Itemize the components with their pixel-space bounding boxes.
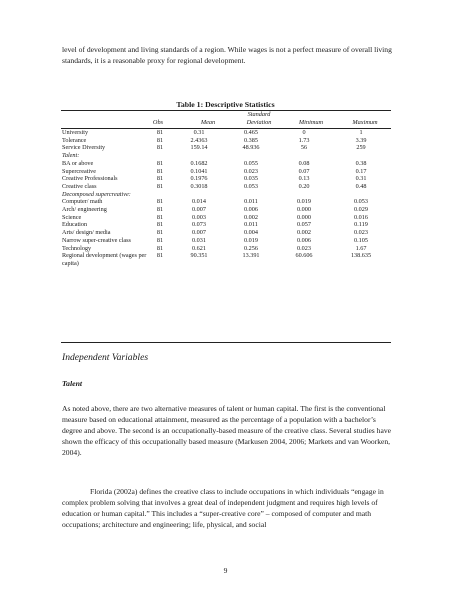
cell-obs: 81 <box>156 213 164 221</box>
cell-label: Creative Professionals <box>62 175 118 183</box>
table-row <box>61 183 391 191</box>
cell-max <box>331 152 391 160</box>
table-row <box>61 191 391 199</box>
cell-min <box>277 152 331 160</box>
cell-min: 0 <box>302 129 306 136</box>
cell-mean: 0.031 <box>192 236 206 244</box>
cell-mean: 0.1976 <box>190 175 208 183</box>
cell-mean: 0.31 <box>193 129 205 136</box>
cell-min: 0.13 <box>298 175 310 183</box>
cell-max: 3.39 <box>355 136 367 144</box>
cell-obs: 81 <box>156 236 164 244</box>
cell-label: Science <box>62 213 82 221</box>
cell-sd <box>225 152 277 160</box>
cell-obs: 81 <box>156 198 164 206</box>
cell-mean: 0.007 <box>192 206 206 214</box>
cell-label: Service Diversity <box>62 144 106 152</box>
cell-sd: 0.011 <box>244 221 258 229</box>
table-row <box>61 129 391 137</box>
cell-obs: 81 <box>156 206 164 214</box>
table-row <box>61 252 391 267</box>
cell-label: Arts/ design/ media <box>62 229 111 237</box>
cell-max <box>331 191 391 199</box>
cell-label: Education <box>62 221 88 229</box>
cell-obs <box>147 191 173 199</box>
cell-max: 0.023 <box>354 229 368 237</box>
cell-obs: 81 <box>156 229 164 237</box>
cell-sd: 0.055 <box>244 159 258 167</box>
cell-max: 0.029 <box>354 206 368 214</box>
cell-max: 259 <box>356 144 366 152</box>
cell-min: 0.019 <box>297 198 311 206</box>
cell-sd: 0.011 <box>244 198 258 206</box>
cell-obs: 81 <box>156 175 164 183</box>
cell-max: 1 <box>359 129 363 136</box>
table-row <box>61 206 391 214</box>
page-number: 9 <box>223 566 228 575</box>
cell-sd <box>225 191 277 199</box>
cell-sd: 0.053 <box>244 182 258 190</box>
cell-sd: 0.465 <box>244 129 258 136</box>
cell-obs: 81 <box>156 167 164 175</box>
cell-max: 0.38 <box>355 159 367 167</box>
cell-max: 0.105 <box>354 236 368 244</box>
header-maximum: Maximum <box>352 119 378 126</box>
cell-min: 0.20 <box>298 182 310 190</box>
cell-max: 138.635 <box>350 252 372 260</box>
header-obs: Obs <box>152 119 164 126</box>
table-title: Table 1: Descriptive Statistics <box>176 100 275 109</box>
cell-label: Supercreative <box>62 167 97 175</box>
cell-label: Technology <box>62 244 92 252</box>
cell-mean: 0.073 <box>192 221 206 229</box>
descriptive-statistics-table <box>61 129 391 268</box>
cell-label: Tolerance <box>62 136 87 144</box>
paragraph-talent-measures: As noted above, there are two alternative measures of talent or human capital. The first is the conventional measure based on educational attainment, measured as the percentage of a population with a bachelor’s degree and above. The second is an occupationally-based measure of the creative class. Several studies have shown the efficacy of this occupationally based measure (Markusen 2004, 2006; Markets and van Woorken, 2004). <box>62 404 392 457</box>
table-row <box>61 221 391 229</box>
cell-obs: 81 <box>156 159 164 167</box>
cell-max: 0.119 <box>354 221 368 229</box>
cell-obs <box>147 152 173 160</box>
cell-min: 0.023 <box>297 244 311 252</box>
table-row <box>61 214 391 222</box>
table-row <box>61 229 391 237</box>
header-sd-line2: Deviation <box>246 119 272 126</box>
table-bottom-rule <box>61 342 391 343</box>
cell-mean <box>173 152 225 160</box>
table-row <box>61 144 391 152</box>
cell-mean: 159.14 <box>190 144 208 152</box>
table-row <box>61 237 391 245</box>
cell-max: 0.48 <box>355 182 367 190</box>
cell-sd: 0.004 <box>244 229 258 237</box>
table-row <box>61 152 391 160</box>
cell-label: Regional development (wages per capita) <box>62 252 147 267</box>
cell-mean: 90.351 <box>190 252 208 260</box>
cell-max: 0.016 <box>354 213 368 221</box>
cell-label: Arch/ engineering <box>62 206 107 214</box>
paragraph-creative-class: Florida (2002a) defines the creative class to include occupations in which individuals “engage in complex problem solving that involves a great deal of independent judgment and requires high levels of education or human capital.” This includes a “super-creative core” – composed of computer and math occupations; architecture and engineering; life, physical, and social <box>62 487 384 529</box>
cell-mean: 2.4363 <box>190 136 208 144</box>
cell-sd: 0.385 <box>244 136 258 144</box>
header-sd-line1: Standard <box>247 111 271 118</box>
cell-mean: 0.1682 <box>190 159 208 167</box>
table-row <box>61 198 391 206</box>
cell-label: Decomposed supercreative: <box>62 190 131 198</box>
cell-min: 0.000 <box>297 213 311 221</box>
cell-sd: 0.002 <box>244 213 258 221</box>
cell-sd: 0.019 <box>244 236 258 244</box>
header-minimum: Minimum <box>298 119 324 126</box>
cell-min <box>277 191 331 199</box>
cell-min: 0.057 <box>297 221 311 229</box>
table-row <box>61 175 391 183</box>
cell-mean: 0.003 <box>192 213 206 221</box>
cell-min: 56 <box>300 144 308 152</box>
cell-label: Creative class <box>62 182 97 190</box>
cell-sd: 0.023 <box>244 167 258 175</box>
cell-max: 1.67 <box>355 244 367 252</box>
cell-min: 0.006 <box>297 236 311 244</box>
cell-sd: 0.006 <box>244 206 258 214</box>
cell-min: 0.08 <box>298 159 310 167</box>
table-top-rule <box>61 110 391 111</box>
cell-label: Computer/ math <box>62 198 103 206</box>
cell-sd: 48.936 <box>242 144 260 152</box>
cell-obs: 81 <box>156 182 164 190</box>
cell-label: BA or above <box>62 159 94 167</box>
cell-label: Narrow super-creative class <box>62 236 131 244</box>
cell-max: 0.053 <box>354 198 368 206</box>
cell-max: 0.17 <box>355 167 367 175</box>
table-row <box>61 137 391 145</box>
header-mean: Mean <box>200 119 216 126</box>
cell-min: 60.606 <box>295 252 313 260</box>
cell-mean: 0.3018 <box>190 182 208 190</box>
cell-mean <box>173 191 225 199</box>
table-row <box>61 160 391 168</box>
cell-obs: 81 <box>156 136 164 144</box>
cell-obs: 81 <box>156 244 164 252</box>
cell-mean: 0.014 <box>192 198 206 206</box>
subsection-heading: Talent <box>62 379 83 388</box>
cell-min: 0.002 <box>297 229 311 237</box>
cell-obs: 81 <box>156 129 164 136</box>
cell-mean: 0.621 <box>192 244 206 252</box>
intro-paragraph: level of development and living standards of a region. While wages is not a perfect measure of overall living standards, it is a reasonable proxy for regional development. <box>62 45 392 65</box>
cell-max: 0.31 <box>355 175 367 183</box>
cell-obs: 81 <box>156 252 164 260</box>
table-row <box>61 245 391 253</box>
cell-label: Talent: <box>62 152 80 160</box>
cell-min: 1.73 <box>298 136 310 144</box>
cell-sd: 13.391 <box>242 252 260 260</box>
cell-mean: 0.1041 <box>190 167 208 175</box>
cell-sd: 0.035 <box>244 175 258 183</box>
table-row <box>61 168 391 176</box>
cell-label: University <box>62 129 89 136</box>
cell-obs: 81 <box>156 221 164 229</box>
cell-sd: 0.256 <box>244 244 258 252</box>
cell-obs: 81 <box>156 144 164 152</box>
cell-mean: 0.007 <box>192 229 206 237</box>
cell-min: 0.000 <box>297 206 311 214</box>
section-heading: Independent Variables <box>62 352 149 363</box>
cell-min: 0.07 <box>298 167 310 175</box>
